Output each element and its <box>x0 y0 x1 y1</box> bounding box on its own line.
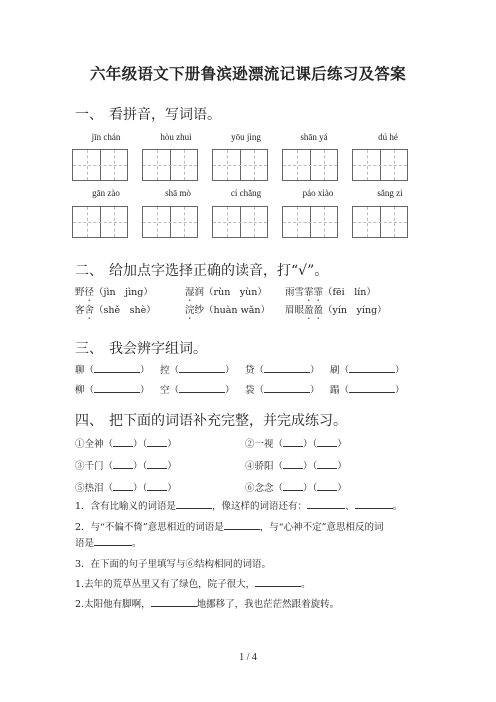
answer-blank[interactable] <box>224 521 260 530</box>
idiom-item[interactable]: ①全神（ ）（ ） <box>75 439 177 450</box>
answer-blank[interactable] <box>307 500 345 509</box>
section-1-title: 看拼音，写词语。 <box>109 107 221 123</box>
section-3-number: 三、 <box>75 341 103 357</box>
answer-blank[interactable] <box>176 500 212 509</box>
question-2: 2．与“不偏不倚”意思相近的词语是 ，与“心神不定”意思相反的词 <box>75 522 384 533</box>
section-2-heading <box>75 260 328 280</box>
tianzige-box[interactable] <box>142 149 198 181</box>
pinyin-item: cí chǎng <box>230 188 262 198</box>
reading-item[interactable]: 眉眼盈盈（yín yíng） <box>285 305 387 316</box>
sentence-2: 2.太阳他有脚啊， 地挪移了，我也茫茫然跟着旋转。 <box>75 599 340 610</box>
pinyin-item: gān zào <box>92 188 120 198</box>
section-3-heading <box>75 338 207 358</box>
idiom-item[interactable]: ⑥念念（ ）（ ） <box>245 483 347 494</box>
pinyin-item: dú hé <box>378 132 398 142</box>
answer-blank[interactable] <box>355 500 393 509</box>
reading-item[interactable]: 浣纱（huàn wǎn） <box>185 305 270 316</box>
word-row-1 <box>75 362 435 376</box>
reading-item[interactable]: 野径（jìn jìng） <box>75 287 153 298</box>
pinyin-item: jīn chán <box>91 132 121 142</box>
word-item[interactable]: 控（ ） <box>160 365 235 376</box>
tianzige-box[interactable] <box>282 206 338 238</box>
tianzige-box[interactable] <box>282 149 338 181</box>
section-4-number: 四、 <box>75 413 103 429</box>
reading-item[interactable]: 客舍（shě shè） <box>75 305 156 316</box>
section-2-number: 二、 <box>75 263 103 279</box>
word-item[interactable]: 聊（ ） <box>75 365 150 376</box>
tianzige-box[interactable] <box>352 206 408 238</box>
idiom-item[interactable]: ③千门（ ）（ ） <box>75 461 177 472</box>
page-title: 六年级语文下册鲁滨逊漂流记课后练习及答案 <box>89 64 406 83</box>
tianzige-box[interactable] <box>352 149 408 181</box>
section-1-heading <box>75 104 221 124</box>
section-1-number: 一、 <box>75 107 103 123</box>
tianzige-row-2 <box>72 206 432 240</box>
answer-blank[interactable] <box>255 578 301 587</box>
section-2-title: 给加点字选择正确的读音，打“√”。 <box>109 263 329 279</box>
section-4-heading <box>75 410 347 430</box>
idiom-item[interactable]: ④骄阳（ ）（ ） <box>245 461 347 472</box>
reading-row-2 <box>75 302 435 316</box>
pinyin-item: hòu zhuì <box>160 132 192 142</box>
tianzige-box[interactable] <box>72 206 128 238</box>
reading-item[interactable]: 湿润（rùn yùn） <box>185 287 267 298</box>
question-1: 1．含有比喻义的词语是 ，像这样的词语还有： 、 。 <box>75 501 403 512</box>
pinyin-item: páo xiào <box>302 188 334 198</box>
section-4-title: 把下面的词语补充完整，并完成练习。 <box>109 413 347 429</box>
reading-row-1 <box>75 284 435 298</box>
idiom-item[interactable]: ⑤热泪（ ）（ ） <box>75 483 177 494</box>
word-item[interactable]: 袋（ ） <box>245 385 320 396</box>
word-item[interactable]: 空（ ） <box>160 385 235 396</box>
tianzige-box[interactable] <box>212 206 268 238</box>
pinyin-item: shā mò <box>165 188 191 198</box>
word-item[interactable]: 蹋（ ） <box>330 385 405 396</box>
tianzige-row-1 <box>72 149 432 183</box>
pinyin-item: sǎng zi <box>377 188 403 198</box>
idiom-row-1 <box>75 436 435 450</box>
pinyin-item: yōu jìng <box>231 132 261 142</box>
page-number: 1 / 4 <box>239 652 257 663</box>
tianzige-box[interactable] <box>212 149 268 181</box>
tianzige-box[interactable] <box>72 149 128 181</box>
sentence-1: 1.去年的荒草丛里又有了绿色，院子很大， 。 <box>75 579 311 590</box>
pinyin-item: shān yá <box>300 132 328 142</box>
word-item[interactable]: 贷（ ） <box>245 365 320 376</box>
idiom-row-3 <box>75 480 435 494</box>
section-3-title: 我会辨字组词。 <box>109 341 207 357</box>
word-item[interactable]: 柳（ ） <box>75 385 150 396</box>
answer-blank[interactable] <box>94 537 132 546</box>
question-3: 3．在下面的句子里填写与⑥结构相同的词语。 <box>75 559 272 570</box>
idiom-item[interactable]: ②一视（ ）（ ） <box>245 439 347 450</box>
word-row-2 <box>75 382 435 396</box>
reading-item[interactable]: 雨雪霏霏（fēi lín） <box>285 287 376 298</box>
word-item[interactable]: 刷（ ） <box>330 365 405 376</box>
answer-blank[interactable] <box>151 598 197 607</box>
idiom-row-2 <box>75 458 435 472</box>
question-2-cont: 语是 。 <box>75 538 142 549</box>
tianzige-box[interactable] <box>142 206 198 238</box>
